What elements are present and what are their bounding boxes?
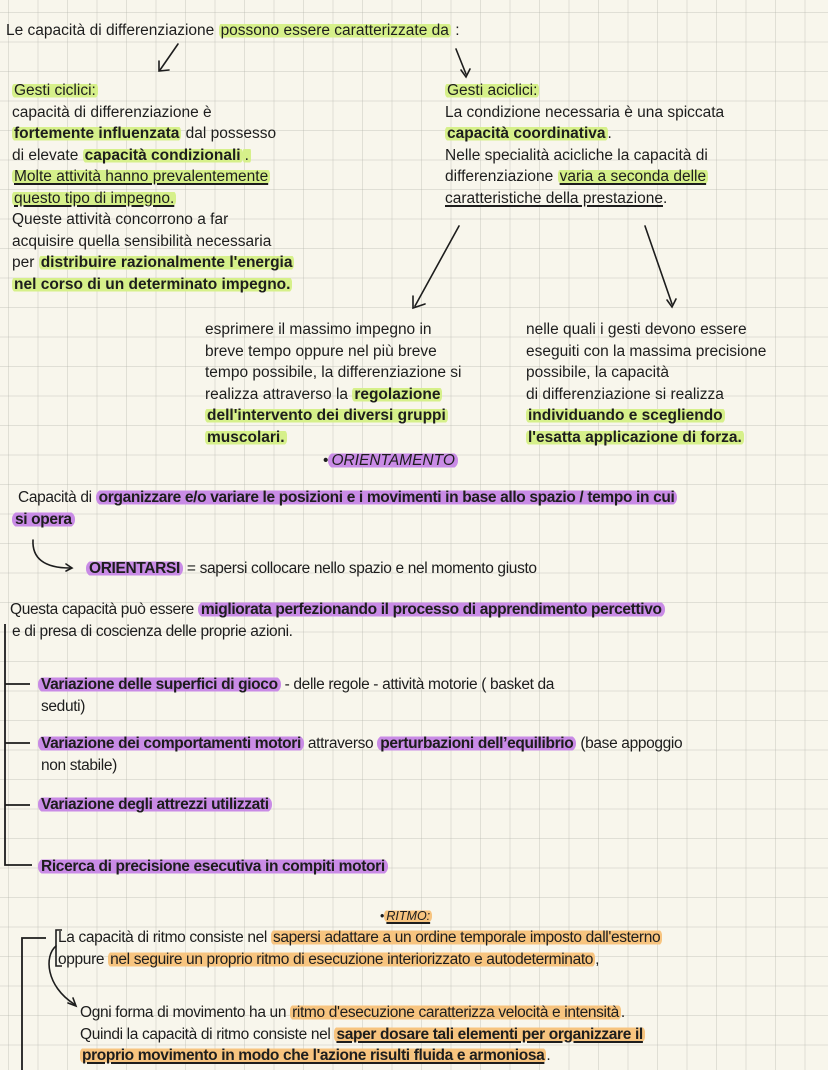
acyclic-underlined: varia a seconda delle xyxy=(559,168,707,185)
heading-label: ORIENTAMENTO xyxy=(328,452,457,469)
acyclic-title: Gesti aciclici: xyxy=(447,82,538,99)
def-text: Capacità di xyxy=(18,489,96,506)
cyclic-line: capacità di differenziazione è xyxy=(12,103,212,121)
intro-colon: : xyxy=(450,22,460,39)
improve-line: e di presa di coscienza delle proprie azioni. xyxy=(12,622,293,640)
curved-arrow-icon xyxy=(30,538,80,574)
branch-line: possibile, la capacità xyxy=(526,364,670,381)
cyclic-underlined: questo tipo di impegno. xyxy=(14,189,175,207)
ritmo-text: oppure xyxy=(58,950,109,968)
section-heading-orientamento xyxy=(323,450,458,472)
acyclic-line: Nelle specialità acicliche la capacità di xyxy=(445,146,708,164)
bullet-icon: • xyxy=(323,452,329,469)
item-text: - delle regole - attività motorie ( basket da xyxy=(280,676,555,693)
branch-bold: individuando e scegliendo xyxy=(528,407,723,424)
ritmo-text: Ogni forma di movimento ha un xyxy=(80,1004,291,1021)
acyclic-text: differenziazione xyxy=(445,168,558,185)
intro-sentence xyxy=(6,20,460,42)
list-item xyxy=(38,794,272,816)
improvement-statement xyxy=(10,599,665,642)
acyclic-bold: capacità coordinativa xyxy=(447,125,606,142)
branch-right-block xyxy=(526,319,766,448)
acyclic-block xyxy=(445,80,724,209)
acyclic-line: La condizione necessaria è una spiccata xyxy=(445,103,725,121)
acyclic-underlined: caratteristiche della prestazione xyxy=(445,189,663,207)
list-item xyxy=(38,856,388,878)
ritmo-text: . xyxy=(620,1004,625,1021)
arrow-down-left-icon xyxy=(405,222,465,314)
arrow-down-right-icon xyxy=(640,224,680,312)
ritmo-highlight: ritmo d'esecuzione caratterizza velocità e intensità xyxy=(292,1004,619,1021)
list-item xyxy=(38,733,682,776)
heading-label: RITMO: xyxy=(386,909,431,923)
cyclic-bold: distribuire razionalmente l'energia xyxy=(40,254,293,271)
branch-bold: l'esatta applicazione di forza. xyxy=(528,428,742,446)
orientarsi-definition xyxy=(86,558,537,580)
section-heading-ritmo xyxy=(380,907,432,925)
ritmo-text: , xyxy=(595,950,600,968)
cyclic-text: dal possesso xyxy=(181,125,277,142)
bullet-icon: • xyxy=(380,909,385,923)
ritmo-definition xyxy=(58,927,662,970)
cyclic-title: Gesti ciclici: xyxy=(14,82,96,99)
item-text: seduti) xyxy=(41,697,86,715)
branch-bold: regolazione xyxy=(354,385,441,403)
cyclic-bold: capacità condizionali xyxy=(84,146,241,164)
acyclic-text: . xyxy=(662,189,668,207)
cyclic-underlined: Molte attività hanno prevalentemente xyxy=(14,168,269,185)
item-text: attraverso xyxy=(303,735,378,752)
intro-highlight: possono essere caratterizzate da xyxy=(220,22,449,39)
cyclic-line: Queste attività concorrono a far xyxy=(12,211,229,228)
ritmo-text: La capacità di ritmo consiste nel xyxy=(58,929,271,946)
ritmo-highlight: saper dosare tali elementi per organizzare il xyxy=(336,1025,643,1043)
item-highlight: Variazione dei comportamenti motori xyxy=(38,735,304,752)
item-highlight: Variazione degli attrezzi utilizzati xyxy=(38,796,272,813)
ritmo-text: Quindi la capacità di ritmo consiste nel xyxy=(80,1025,335,1043)
branch-bold: muscolari. xyxy=(207,428,285,446)
branch-left-block xyxy=(205,319,461,448)
cyclic-text: per xyxy=(12,254,39,271)
def-highlight: si opera xyxy=(12,511,75,528)
branch-line: breve tempo oppure nel più breve xyxy=(205,342,437,360)
improve-text: Questa capacità può essere xyxy=(10,601,198,618)
cyclic-bold: nel corso di un determinato impegno. xyxy=(14,275,291,293)
ritmo-explanation xyxy=(80,1002,645,1067)
improve-highlight: migliorata perfezionando il processo di apprendimento percettivo xyxy=(198,601,665,618)
branch-line: di differenziazione si realizza xyxy=(526,385,724,403)
arrow-down-right-icon xyxy=(450,46,480,82)
cyclic-line: acquisire quella sensibilità necessaria xyxy=(12,232,272,250)
orientarsi-label: ORIENTARSI xyxy=(86,560,183,577)
def-highlight: organizzare e/o variare le posizioni e i movimenti in base allo spazio / tempo in cui xyxy=(96,489,678,506)
branch-line: nelle quali i gesti devono essere xyxy=(526,321,747,338)
orientarsi-text: = sapersi collocare nello spazio e nel momento giusto xyxy=(182,560,537,577)
ritmo-highlight: nel seguire un proprio ritmo di esecuzione interiorizzato e autodeterminato xyxy=(110,950,594,968)
ritmo-text: . xyxy=(546,1047,551,1064)
arrow-down-left-icon xyxy=(150,42,190,76)
branch-line: tempo possibile, la differenziazione si xyxy=(205,364,462,381)
item-text: non stabile) xyxy=(41,756,117,774)
branch-line: eseguiti con la massima precisione xyxy=(526,342,767,360)
acyclic-text: . xyxy=(607,125,612,142)
cyclic-text: . xyxy=(244,146,249,164)
ritmo-highlight: sapersi adattare a un ordine temporale imposto dall'esterno xyxy=(272,929,661,946)
branch-line: esprimere il massimo impegno in xyxy=(205,321,432,338)
tree-connector xyxy=(0,620,40,880)
cyclic-bold: fortemente influenzata xyxy=(14,125,180,142)
branch-bold: dell'intervento dei diversi gruppi xyxy=(207,407,446,424)
intro-text: Le capacità di differenziazione xyxy=(6,22,219,39)
cyclic-text: di elevate xyxy=(12,146,83,164)
cyclic-block xyxy=(12,80,294,295)
item-highlight: Ricerca di precisione esecutiva in compiti motori xyxy=(38,858,388,875)
ritmo-highlight: proprio movimento in modo che l'azione risulti fluida e armoniosa xyxy=(82,1047,545,1064)
item-highlight: Variazione delle superfici di gioco xyxy=(38,676,281,693)
item-text: (base appoggio xyxy=(576,735,683,752)
orientamento-definition xyxy=(15,487,677,530)
list-item xyxy=(38,674,554,717)
item-highlight: perturbazioni dell’equilibrio xyxy=(377,735,576,752)
branch-text: realizza attraverso la xyxy=(205,385,353,403)
